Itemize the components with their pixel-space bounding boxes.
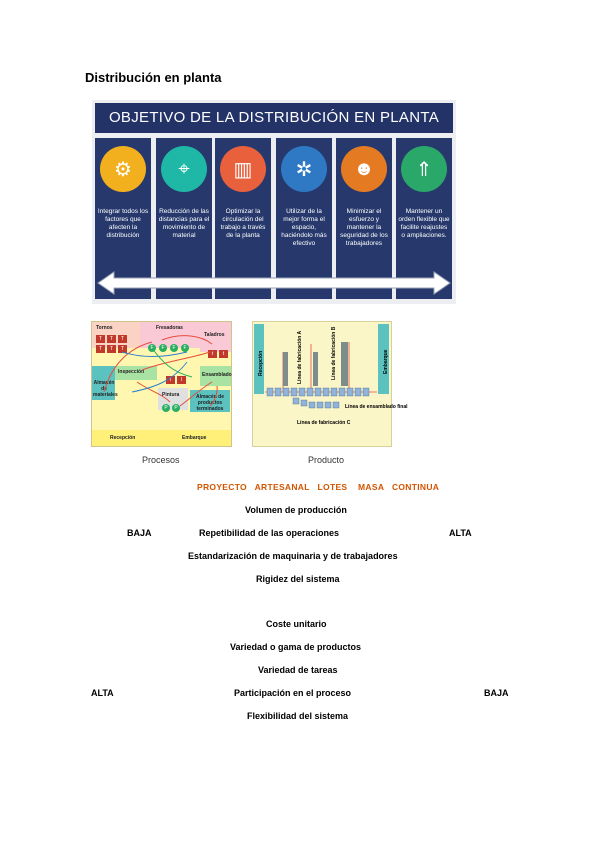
page-title: Distribución en planta bbox=[85, 70, 222, 85]
high-label-2: ALTA bbox=[91, 688, 114, 698]
label-recepcion: Recepción bbox=[258, 350, 264, 376]
inspection-station: I bbox=[177, 376, 186, 384]
lathe-machine: T bbox=[118, 345, 127, 353]
lathe-machine: T bbox=[107, 345, 116, 353]
label-taladros: Taladros bbox=[204, 332, 225, 338]
label-linea-c: Línea de fabricación C bbox=[297, 420, 351, 426]
drill-machine: t bbox=[219, 350, 228, 358]
label-embarque: Embarque bbox=[182, 435, 207, 441]
route-pin-icon: ⌖ bbox=[161, 146, 207, 192]
label-almacen-productos: Almacén de productos terminados bbox=[195, 394, 225, 412]
lathe-machine: T bbox=[96, 345, 105, 353]
split-arrows-icon: ⇑ bbox=[401, 146, 447, 192]
drill-machine: t bbox=[208, 350, 217, 358]
flexibility-line: Flexibilidad del sistema bbox=[247, 711, 349, 721]
low-label-2: BAJA bbox=[484, 688, 509, 698]
mill-machine: F bbox=[148, 344, 156, 352]
label-embarque: Embarque bbox=[383, 349, 389, 374]
objective-text: Utilizar de la mejor forma el espacio, haciéndolo más efectivo bbox=[281, 208, 327, 247]
participation-line: Participación en el proceso bbox=[234, 688, 352, 698]
objective-text: Reducción de las distancias para el movimiento de material bbox=[158, 208, 210, 239]
objective-text: Mantener un orden flexible que facilite reajustes o ampliaciones. bbox=[398, 208, 450, 239]
lathe-machine: T bbox=[118, 335, 127, 343]
product-flow-lines bbox=[253, 322, 408, 446]
mill-machine: F bbox=[181, 344, 189, 352]
product-layout-diagram bbox=[252, 321, 408, 447]
label-inspeccion: Inspección bbox=[118, 369, 145, 375]
task-variety-line: Variedad de tareas bbox=[258, 665, 338, 675]
objective-text: Integrar todos los factores que afecten la distribución bbox=[97, 208, 149, 239]
process-caption: Procesos bbox=[142, 455, 180, 465]
paint-station: P bbox=[162, 404, 170, 412]
factory-icon: ▥ bbox=[220, 146, 266, 192]
objectives-infographic bbox=[92, 100, 456, 304]
label-recepcion: Recepción bbox=[110, 435, 136, 441]
high-label-1: ALTA bbox=[449, 528, 472, 538]
mill-machine: F bbox=[159, 344, 167, 352]
gears-icon: ✲ bbox=[281, 146, 327, 192]
standardization-line: Estandarización de maquinaria y de trabajadores bbox=[188, 551, 398, 561]
label-linea-a: Línea de fabricación A bbox=[297, 330, 303, 384]
product-caption: Producto bbox=[308, 455, 345, 465]
product-variety-line: Variedad o gama de productos bbox=[230, 642, 362, 652]
production-type-scale: PROYECTO ARTESANAL LOTES MASA CONTINUA bbox=[197, 482, 440, 492]
objective-text: Optimizar la circulación del trabajo a través de la planta bbox=[220, 208, 266, 239]
infographic-header: OBJETIVO DE LA DISTRIBUCIÓN EN PLANTA bbox=[95, 103, 453, 133]
label-linea-b: Línea de fabricación B bbox=[331, 326, 337, 380]
inspection-station: I bbox=[166, 376, 175, 384]
objective-text: Minimizar el esfuerzo y mantener la seguridad de los trabajadores bbox=[340, 208, 388, 247]
repeatability-line: Repetibilidad de las operaciones bbox=[199, 528, 340, 538]
label-tornos: Tornos bbox=[96, 325, 113, 331]
label-linea-final: Línea de ensamblado final bbox=[345, 404, 408, 410]
label-fresadoras: Fresadoras bbox=[156, 325, 183, 331]
label-pintura: Pintura bbox=[162, 392, 180, 398]
rigidity-line: Rigidez del sistema bbox=[256, 574, 340, 584]
label-ensamblado: Ensamblado bbox=[202, 372, 232, 378]
process-layout-diagram bbox=[91, 321, 232, 447]
sewing-machine-icon: ⚙ bbox=[100, 146, 146, 192]
lathe-machine: T bbox=[96, 335, 105, 343]
double-arrow-icon bbox=[92, 270, 456, 296]
label-almacen-materiales: Almacén de materiales bbox=[93, 380, 118, 398]
volume-line: Volumen de producción bbox=[245, 505, 347, 515]
process-flow-arrows bbox=[92, 322, 231, 446]
mill-machine: F bbox=[170, 344, 178, 352]
lathe-machine: T bbox=[107, 335, 116, 343]
paint-station: P bbox=[172, 404, 180, 412]
worker-icon: ☻ bbox=[341, 146, 387, 192]
unit-cost-line: Coste unitario bbox=[266, 619, 327, 629]
low-label-1: BAJA bbox=[127, 528, 152, 538]
